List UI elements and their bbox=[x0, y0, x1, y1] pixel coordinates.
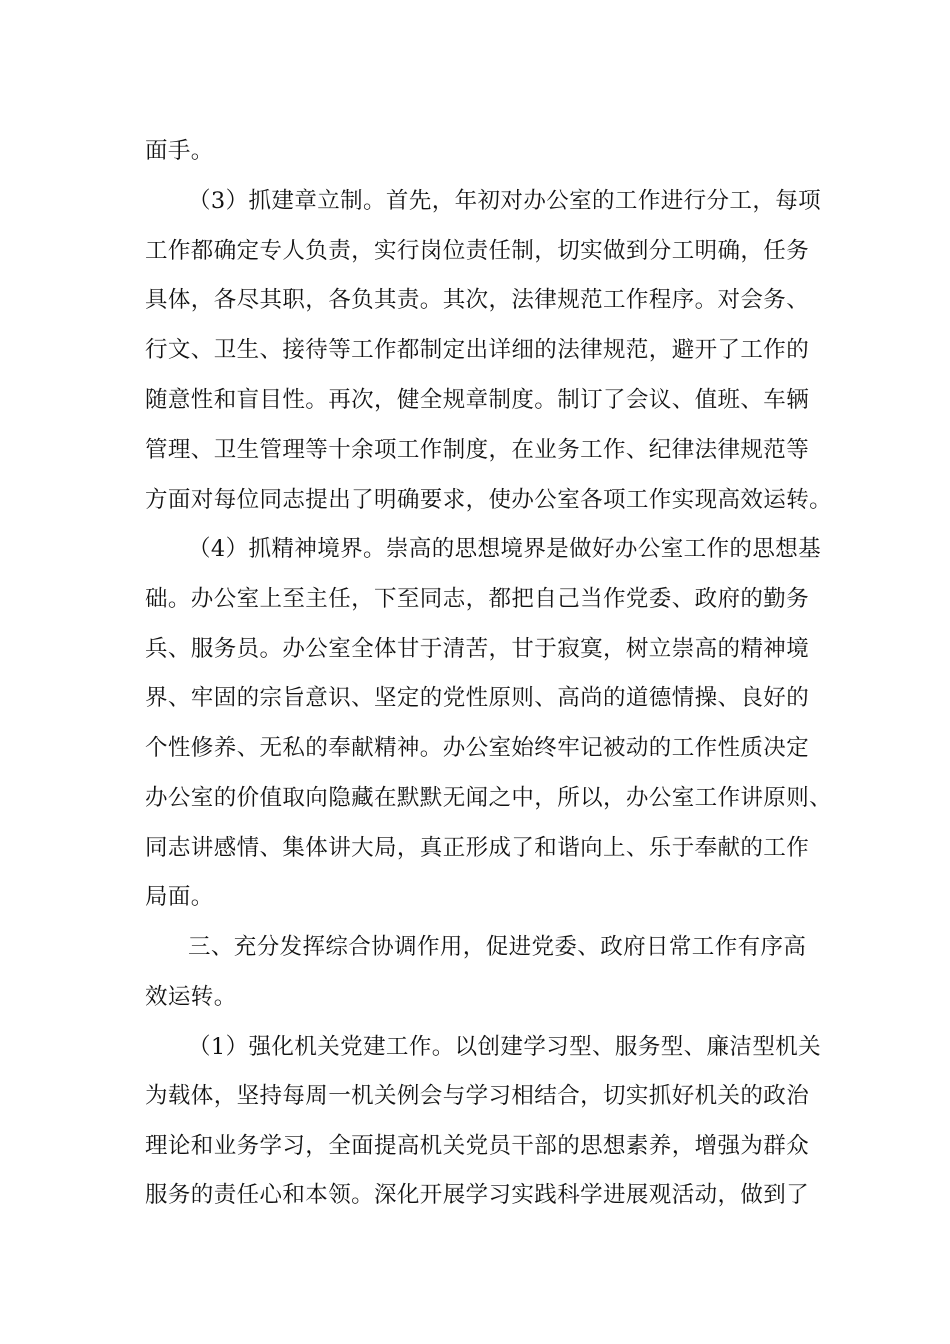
text-line-5: 行文、卫生、接待等工作都制定出详细的法律规范，避开了工作的 bbox=[145, 337, 810, 363]
text-line-8: 方面对每位同志提出了明确要求，使办公室各项工作实现高效运转。 bbox=[145, 487, 833, 513]
text-line-7: 管理、卫生管理等十余项工作制度，在业务工作、纪律法律规范等 bbox=[145, 437, 810, 463]
text-line-2: （3）抓建章立制。首先，年初对办公室的工作进行分工，每项 bbox=[188, 188, 822, 214]
text-line-13: 个性修养、无私的奉献精神。办公室始终牢记被动的工作性质决定 bbox=[145, 735, 810, 761]
text-line-11: 兵、服务员。办公室全体甘于清苦，甘于寂寞，树立崇高的精神境 bbox=[145, 636, 810, 662]
text-line-21: 理论和业务学习，全面提高机关党员干部的思想素养，增强为群众 bbox=[145, 1133, 810, 1159]
text-line-1: 面手。 bbox=[145, 138, 214, 164]
text-line-20: 为载体，坚持每周一机关例会与学习相结合，切实抓好机关的政治 bbox=[145, 1083, 810, 1109]
text-line-6: 随意性和盲目性。再次，健全规章制度。制订了会议、值班、车辆 bbox=[145, 387, 810, 413]
text-line-4: 具体，各尽其职，各负其责。其次，法律规范工作程序。对会务、 bbox=[145, 287, 810, 313]
text-line-9: （4）抓精神境界。崇高的思想境界是做好办公室工作的思想基 bbox=[188, 536, 822, 562]
text-line-12: 界、牢固的宗旨意识、坚定的党性原则、高尚的道德情操、良好的 bbox=[145, 685, 810, 711]
text-line-3: 工作都确定专人负责，实行岗位责任制，切实做到分工明确，任务 bbox=[145, 238, 810, 264]
text-line-17: 三、充分发挥综合协调作用，促进党委、政府日常工作有序高 bbox=[188, 934, 807, 960]
text-line-22: 服务的责任心和本领。深化开展学习实践科学进展观活动，做到了 bbox=[145, 1182, 810, 1208]
text-line-10: 础。办公室上至主任，下至同志，都把自己当作党委、政府的勤务 bbox=[145, 586, 810, 612]
text-line-18: 效运转。 bbox=[145, 984, 237, 1010]
text-line-14: 办公室的价值取向隐藏在默默无闻之中，所以，办公室工作讲原则、 bbox=[145, 785, 833, 811]
text-line-16: 局面。 bbox=[145, 884, 214, 910]
text-line-19: （1）强化机关党建工作。以创建学习型、服务型、廉洁型机关 bbox=[188, 1034, 822, 1060]
text-line-15: 同志讲感情、集体讲大局，真正形成了和谐向上、乐于奉献的工作 bbox=[145, 835, 810, 861]
